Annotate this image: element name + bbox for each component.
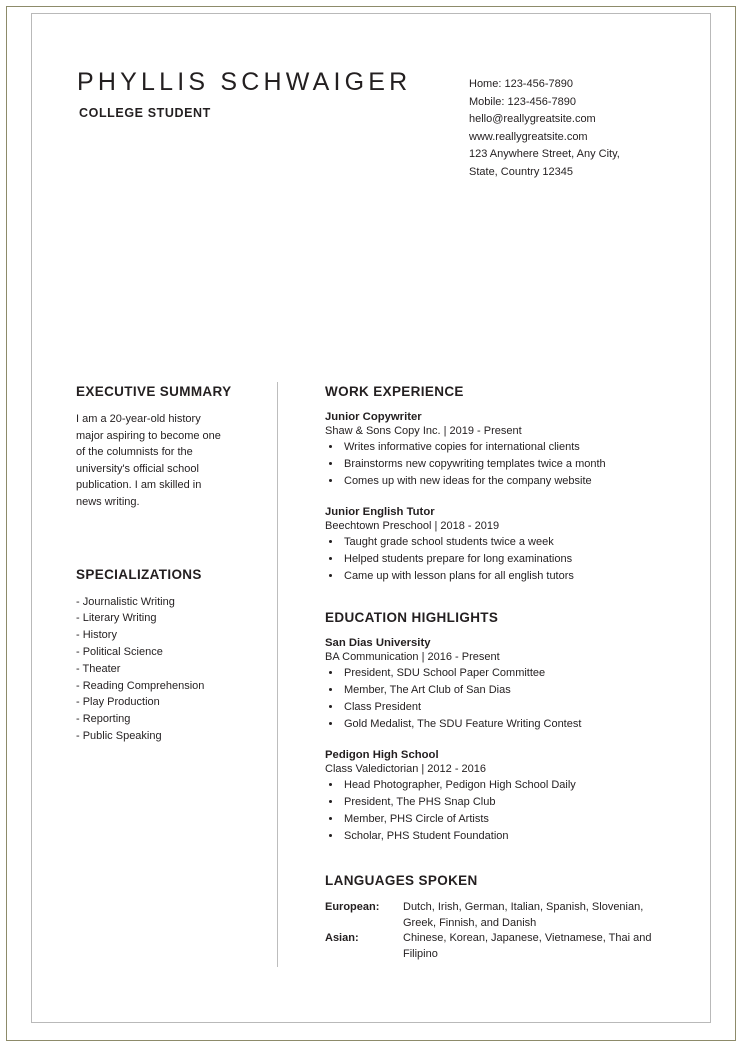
education-entry [325,749,670,845]
education-entry-title: San Dias University [325,637,431,649]
contact-line-address-1: 123 Anywhere Street, Any City, [469,148,620,160]
contact-line-email: hello@reallygreatsite.com [469,113,596,125]
language-group-label: European: [325,901,380,913]
list-item: • Head Photographer, Pedigon High School Daily [342,777,670,794]
work-entry [325,506,670,585]
list-item: • Helped students prepare for long examinations [342,551,670,568]
list-item: • President, The PHS Snap Club [342,794,670,811]
list-item: - Theater [76,662,121,675]
work-entry-title: Junior Copywriter [325,411,422,423]
list-item: - History [76,629,117,642]
list-item: • Brainstorms new copywriting templates twice a month [342,456,670,473]
languages-table [325,900,653,962]
list-item: • Gold Medalist, The SDU Feature Writing Contest [342,716,670,733]
work-entry-meta: Beechtown Preschool | 2018 - 2019 [325,520,500,532]
education-entry-bullets [325,665,670,733]
education-highlights-heading: EDUCATION HIGHLIGHTS [325,610,499,625]
language-group-label: Asian: [325,932,359,944]
table-row [325,931,653,962]
languages-spoken-heading: LANGUAGES SPOKEN [325,873,478,888]
list-item: • Writes informative copies for international clients [342,439,670,456]
language-group-value: Chinese, Korean, Japanese, Vietnamese, Thai and Filipino [403,932,652,960]
table-row [325,900,653,931]
list-item: - Public Speaking [76,729,162,742]
section-education-highlights [325,610,670,845]
executive-summary-heading: EXECUTIVE SUMMARY [76,384,232,399]
list-item: • President, SDU School Paper Committee [342,665,670,682]
work-entry-bullets [325,439,670,490]
page-title: PHYLLIS SCHWAIGER [77,68,412,96]
list-item: - Play Production [76,696,160,709]
specializations-heading: SPECIALIZATIONS [76,566,202,582]
list-item: - Reporting [76,713,131,726]
header-subtitle: COLLEGE STUDENT [79,105,211,120]
contact-block [469,76,684,181]
column-divider [277,382,278,967]
list-item: • Member, The Art Club of San Dias [342,682,670,699]
list-item: • Came up with lesson plans for all english tutors [342,568,670,585]
list-item: • Scholar, PHS Student Foundation [342,828,670,845]
list-item: • Taught grade school students twice a week [342,534,670,551]
list-item: - Literary Writing [76,612,157,625]
list-item: • Class President [342,699,670,716]
list-item: - Journalistic Writing [76,595,175,608]
education-entry-meta: Class Valedictorian | 2012 - 2016 [325,763,487,775]
specializations-list [76,594,261,745]
list-item: • Comes up with new ideas for the company website [342,473,670,490]
education-entry [325,637,670,733]
work-entry-meta: Shaw & Sons Copy Inc. | 2019 - Present [325,425,522,437]
contact-line-mobile: Mobile: 123-456-7890 [469,95,577,108]
section-languages-spoken [325,873,670,962]
work-entry-bullets [325,534,670,585]
list-item: - Political Science [76,645,163,658]
section-specializations [76,567,261,745]
left-column [76,384,261,745]
section-executive-summary [76,384,261,511]
education-entry-meta: BA Communication | 2016 - Present [325,651,500,663]
resume-sheet [31,13,711,1023]
resume-body [32,369,710,989]
list-item: - Reading Comprehension [76,679,205,692]
contact-line-website: www.reallygreatsite.com [469,130,588,143]
work-entry-title: Junior English Tutor [325,506,435,518]
language-group-value: Dutch, Irish, German, Italian, Spanish, Slovenian, Greek, Finnish, and Danish [403,901,644,929]
list-item: • Member, PHS Circle of Artists [342,811,670,828]
education-entry-title: Pedigon High School [325,749,439,761]
contact-line-home: Home: 123-456-7890 [469,78,573,90]
section-work-experience [325,384,670,585]
right-column [325,384,670,962]
executive-summary-text: I am a 20-year-old history major aspiring to become one of the columnists for the university's official school publication. I am skilled in news writing. [76,413,221,508]
work-entry [325,411,670,490]
contact-line-address-2: State, Country 12345 [469,165,573,178]
work-experience-heading: WORK EXPERIENCE [325,384,464,399]
education-entry-bullets [325,777,670,845]
